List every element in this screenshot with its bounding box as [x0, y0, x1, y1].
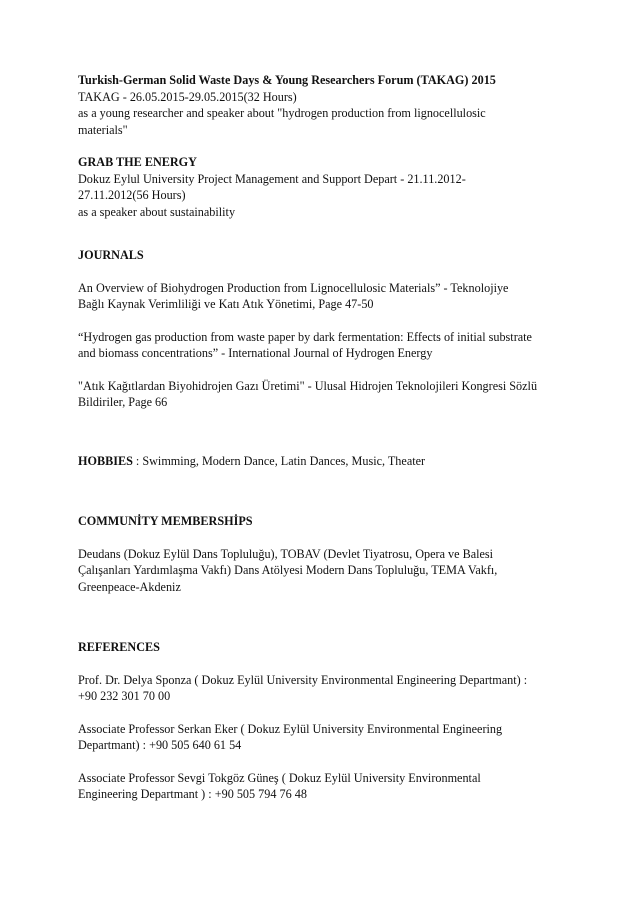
journal-item: “Hydrogen gas production from waste paper by dark fermentation: Effects of initial substrate and biomass concentrations” - International Journal of Hydrogen Energy: [78, 329, 532, 360]
hobbies-heading: HOBBIES: [78, 453, 133, 468]
takag-title: Turkish-German Solid Waste Days & Young Researchers Forum (TAKAG) 2015: [78, 73, 496, 87]
takag-role: as a young researcher and speaker about "hydrogen production from lignocellulosic materials": [78, 106, 486, 137]
hobbies-section: [78, 453, 578, 470]
grab-details: Dokuz Eylul University Project Management and Support Depart - 21.11.2012- 27.11.2012(56 Hours): [78, 171, 466, 202]
community-text: Deudans (Dokuz Eylül Dans Topluluğu), TOBAV (Devlet Tiyatrosu, Opera ve Balesi Çalışanları Yardımlaşma Vakfı) Dans Atölyesi Modern Dans Topluluğu, TEMA Vakfı, Greenpeace-Akdeniz: [78, 546, 498, 594]
community-section: [78, 513, 578, 595]
takag-dates: TAKAG - 26.05.2015-29.05.2015(32 Hours): [78, 89, 297, 104]
reference-item: Prof. Dr. Delya Sponza ( Dokuz Eylül University Environmental Engineering Departmant) : +90 232 301 70 00: [78, 672, 528, 703]
journals-heading: JOURNALS: [78, 248, 144, 262]
journal-item: "Atık Kağıtlardan Biyohidrojen Gazı Üretimi" - Ulusal Hidrojen Teknolojileri Kongresi Sözlü Bildiriler, Page 66: [78, 378, 538, 409]
references-heading: REFERENCES: [78, 640, 160, 654]
takag-section: [78, 72, 578, 138]
reference-item: Associate Professor Sevgi Tokgöz Güneş ( Dokuz Eylül University Environmental Engineering Departmant ) : +90 505 794 76 48: [78, 770, 481, 801]
journal-item: An Overview of Biohydrogen Production from Lignocellulosic Materials” - Teknolojiye Bağlı Kaynak Verimliliği ve Katı Atık Yönetimi, Page 47-50: [78, 280, 509, 311]
grab-section: [78, 154, 578, 220]
journals-section: [78, 247, 578, 411]
reference-item: Associate Professor Serkan Eker ( Dokuz Eylül University Environmental Engineering Departmant) : +90 505 640 61 54: [78, 721, 503, 752]
references-section: [78, 639, 578, 803]
grab-role: as a speaker about sustainability: [78, 204, 236, 219]
community-heading: COMMUNİTY MEMBERSHİPS: [78, 514, 253, 528]
grab-title: GRAB THE ENERGY: [78, 155, 197, 169]
hobbies-text: : Swimming, Modern Dance, Latin Dances, Music, Theater: [132, 453, 426, 468]
document-page: [78, 72, 578, 803]
